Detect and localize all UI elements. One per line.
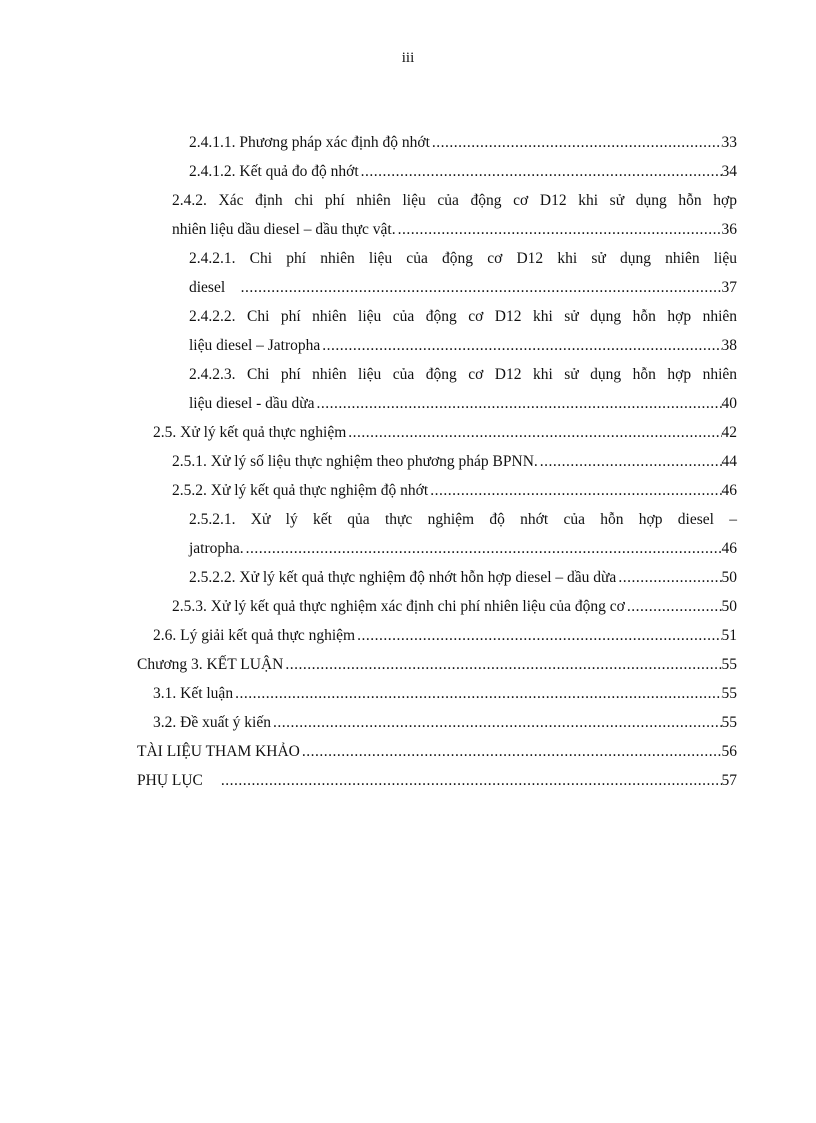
toc-entry-title: 2.5.2.2. Xử lý kết quả thực nghiệm độ nhớt hỗn hợp diesel – dầu dừa xyxy=(189,569,617,586)
dot-leader xyxy=(359,157,722,186)
toc-entry-page: 44 xyxy=(721,453,737,470)
toc-entry-title: PHỤ LỤC xyxy=(137,772,203,789)
toc-entry-2-6[interactable] xyxy=(137,621,737,650)
toc-entry-2-4-2[interactable] xyxy=(137,186,737,244)
toc-entry-2-5-1[interactable] xyxy=(137,447,737,476)
dot-leader xyxy=(283,650,721,679)
toc-entry-page: 38 xyxy=(721,337,737,354)
toc-entry-2-5-2[interactable] xyxy=(137,476,737,505)
toc-entry-title: 2.5.3. Xử lý kết quả thực nghiệm xác định chi phí nhiên liệu của động cơ xyxy=(172,598,625,615)
toc-entry-page: 40 xyxy=(721,395,737,412)
toc-entry-page: 34 xyxy=(721,163,737,180)
toc-entry-page: 55 xyxy=(721,685,737,702)
toc-entry-page: 55 xyxy=(721,714,737,731)
toc-entry-page: 42 xyxy=(721,424,737,441)
toc-entry-page: 57 xyxy=(721,772,737,789)
toc-entry-2-4-1-2[interactable] xyxy=(137,157,737,186)
toc-entry-title-line2: liệu diesel – Jatropha xyxy=(189,337,321,354)
toc-entry-page: 50 xyxy=(721,598,737,615)
dot-leader xyxy=(239,273,722,302)
toc-entry-title: 3.1. Kết luận xyxy=(153,685,234,702)
toc-entry-title-line1: 2.4.2.1. Chi phí nhiên liệu của động cơ D12 khi sử dụng nhiên liệu xyxy=(189,250,737,267)
dot-leader xyxy=(616,563,721,592)
toc-entry-2-5-2-2[interactable] xyxy=(137,563,737,592)
toc-entry-chapter-3[interactable] xyxy=(137,650,737,679)
dot-leader xyxy=(538,447,722,476)
toc-entry-2-4-2-2[interactable] xyxy=(137,302,737,360)
toc-entry-title-line2: nhiên liệu dầu diesel – dầu thực vật. xyxy=(172,221,396,238)
dot-leader xyxy=(625,592,722,621)
toc-entry-page: 51 xyxy=(721,627,737,644)
toc-entry-title: 2.5. Xử lý kết quả thực nghiệm xyxy=(153,424,347,441)
toc-entry-page: 37 xyxy=(721,279,737,296)
toc-entry-2-5[interactable] xyxy=(137,418,737,447)
dot-leader xyxy=(244,534,722,563)
toc-entry-title: 3.2. Đề xuất ý kiến xyxy=(153,714,271,731)
toc-entry-page: 33 xyxy=(721,134,737,151)
toc-entry-2-5-2-1[interactable] xyxy=(137,505,737,563)
toc-entry-page: 55 xyxy=(721,656,737,673)
toc-entry-title-line2: diesel xyxy=(189,279,226,296)
toc-entry-page: 36 xyxy=(721,221,737,238)
toc-entry-title: 2.5.2. Xử lý kết quả thực nghiệm độ nhớt xyxy=(172,482,429,499)
toc-entry-page: 46 xyxy=(721,540,737,557)
toc-entry-title: 2.5.1. Xử lý số liệu thực nghiệm theo phương pháp BPNN. xyxy=(172,453,538,470)
toc-entry-2-5-3[interactable] xyxy=(137,592,737,621)
toc-entry-2-4-2-1[interactable] xyxy=(137,244,737,302)
dot-leader xyxy=(396,215,722,244)
dot-leader xyxy=(430,128,722,157)
toc-entry-page: 50 xyxy=(721,569,737,586)
dot-leader xyxy=(233,679,721,708)
toc-entry-title-line2: liệu diesel - dầu dừa xyxy=(189,395,315,412)
toc-entry-3-2[interactable] xyxy=(137,708,737,737)
toc-entry-3-1[interactable] xyxy=(137,679,737,708)
toc-entry-title: 2.4.1.2. Kết quả đo độ nhớt xyxy=(189,163,359,180)
toc-entry-2-4-1-1[interactable] xyxy=(137,128,737,157)
dot-leader xyxy=(428,476,721,505)
toc-entry-title: 2.4.1.1. Phương pháp xác định độ nhớt xyxy=(189,134,430,151)
dot-leader xyxy=(271,708,722,737)
dot-leader xyxy=(346,418,721,447)
dot-leader xyxy=(314,389,721,418)
dot-leader xyxy=(320,331,721,360)
page-number: iii xyxy=(401,50,415,66)
toc-entry-appendix[interactable] xyxy=(137,766,737,795)
toc-entry-title: Chương 3. KẾT LUẬN xyxy=(137,656,284,673)
dot-leader xyxy=(300,737,722,766)
toc-entry-title-line1: 2.5.2.1. Xử lý kết qủa thực nghiệm độ nhớt của hỗn hợp diesel – xyxy=(189,511,737,528)
toc-entry-page: 46 xyxy=(721,482,737,499)
toc-entry-2-4-2-3[interactable] xyxy=(137,360,737,418)
toc-entry-title-line1: 2.4.2.3. Chi phí nhiên liệu của động cơ D12 khi sử dụng hỗn hợp nhiên xyxy=(189,366,737,383)
toc-entry-title-line2: jatropha. xyxy=(189,540,244,557)
dot-leader xyxy=(355,621,721,650)
table-of-contents xyxy=(137,128,737,795)
dot-leader xyxy=(219,766,722,795)
toc-entry-references[interactable] xyxy=(137,737,737,766)
toc-entry-title-line1: 2.4.2.2. Chi phí nhiên liệu của động cơ D12 khi sử dụng hỗn hợp nhiên xyxy=(189,308,737,325)
toc-entry-title-line1: 2.4.2. Xác định chi phí nhiên liệu của động cơ D12 khi sử dụng hỗn hợp xyxy=(172,192,737,209)
toc-entry-title: 2.6. Lý giải kết quả thực nghiệm xyxy=(153,627,356,644)
toc-entry-page: 56 xyxy=(721,743,737,760)
toc-entry-title: TÀI LIỆU THAM KHẢO xyxy=(137,743,300,760)
